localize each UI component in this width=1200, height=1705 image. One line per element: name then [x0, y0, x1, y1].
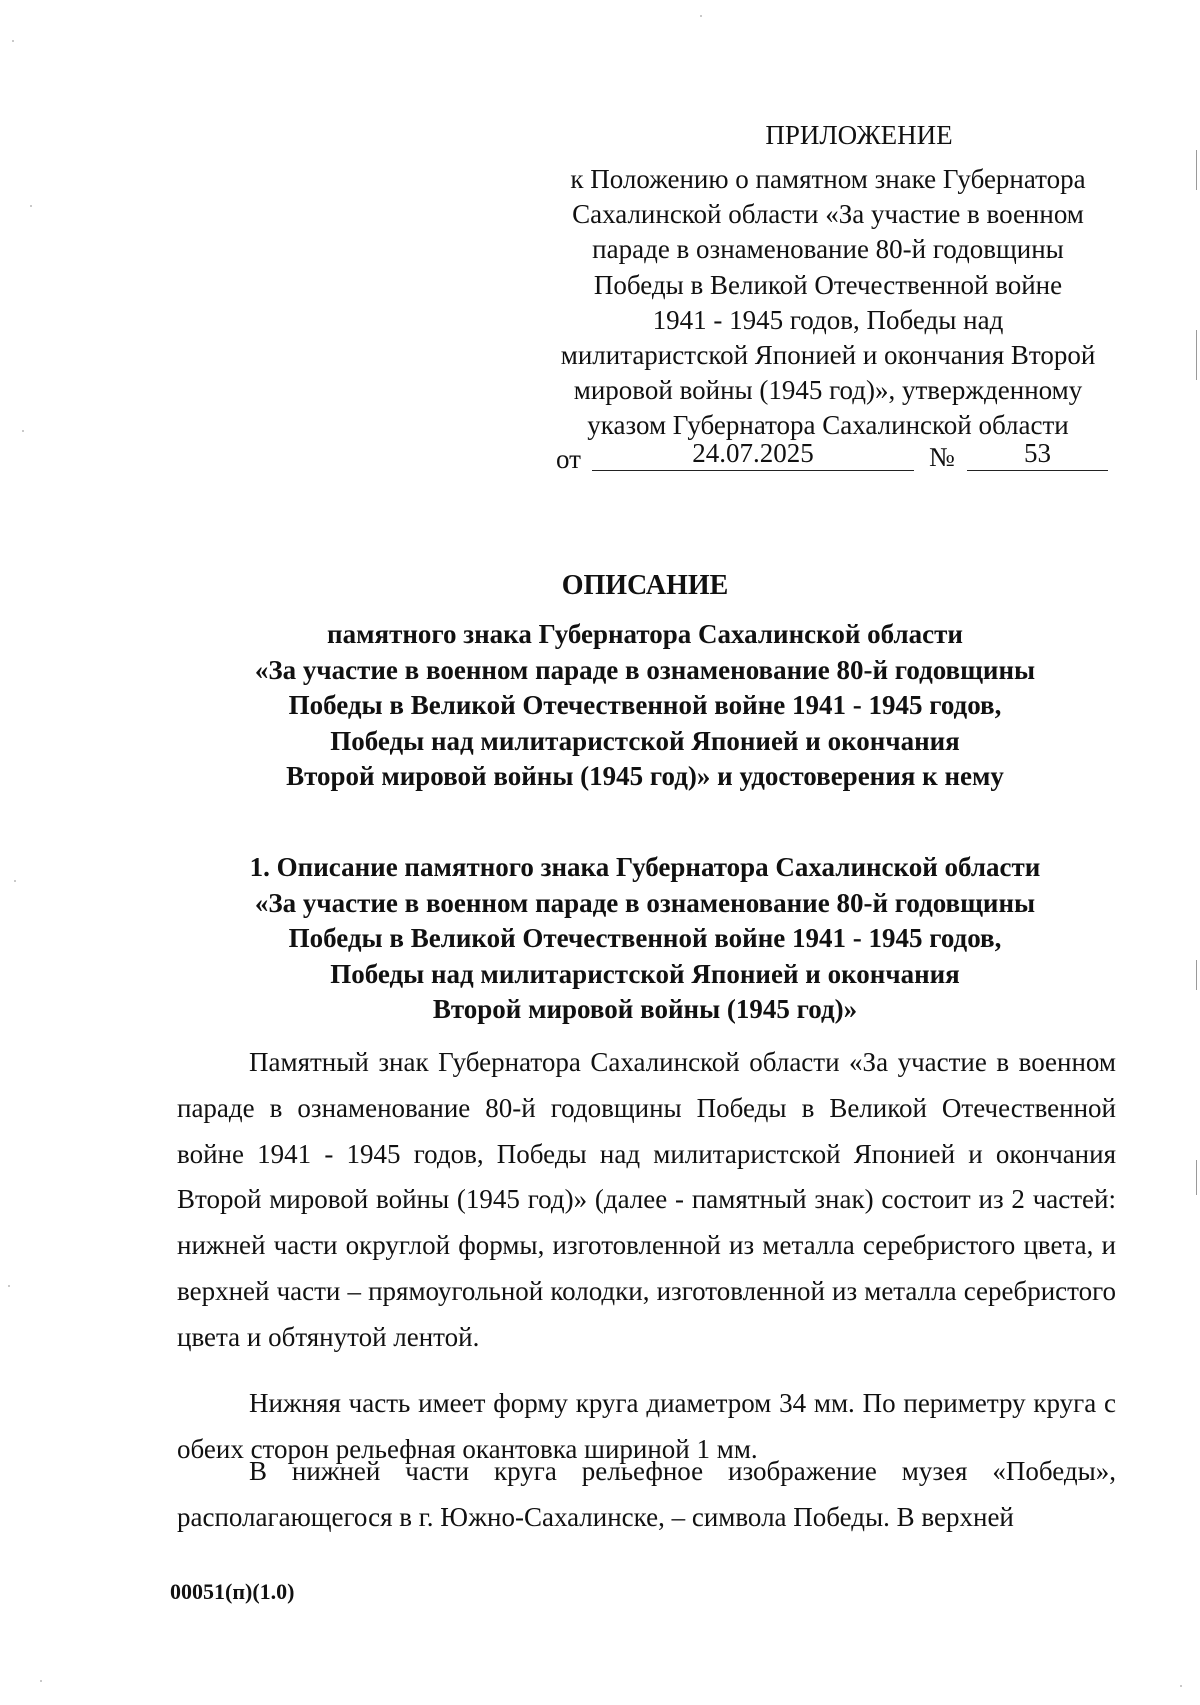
subtitle-line: «За участие в военном параде в ознаменование 80-й годовщины	[254, 654, 1036, 685]
scan-speck	[12, 40, 14, 42]
description-title: ОПИСАНИЕ	[561, 570, 729, 601]
scan-speck	[22, 430, 24, 432]
section-heading-line: Победы над милитаристской Японией и окончания	[330, 958, 960, 989]
section-1-heading	[180, 850, 1110, 1028]
decree-number: 53	[967, 436, 1108, 471]
subtitle-line: Второй мировой войны (1945 год)» и удостоверения к нему	[286, 761, 1004, 791]
scan-speck	[1180, 1685, 1182, 1687]
scan-speck	[40, 1680, 42, 1682]
appendix-line: 1941 - 1945 годов, Победы над	[652, 304, 1004, 335]
paragraph-text: Нижняя часть имеет форму круга диаметром 34 мм. По периметру круга с обеих сторон рельефная окантовка шириной 1 мм.	[177, 1388, 1116, 1464]
paragraph-text: Памятный знак Губернатора Сахалинской области «За участие в военном параде в ознаменование 80-й годовщины Победы в Великой Отечественной войне 1941 - 1945 годов, Победы над милитаристской Японией и окончания Второй мировой войны (1945 год)» (далее - памятный знак) состоит из 2 частей: нижней части округлой формы, изготовленной из металла серебристого цвета, и верхней части – прямоугольной колодки, изготовленной из металла серебристого цвета и обтянутой лентой.	[177, 1047, 1116, 1352]
subtitle-line: Победы над милитаристской Японией и окончания	[330, 725, 960, 756]
scan-speck	[14, 880, 16, 882]
paragraph-text: В нижней части круга рельефное изображение музея «Победы», располагающегося в г. Южно-Сахалинске, – символа Победы. В верхней	[177, 1456, 1116, 1532]
body-paragraph-1	[177, 1040, 1116, 1374]
scan-speck	[30, 205, 32, 207]
subtitle-line: памятного знака Губернатора Сахалинской области	[327, 619, 963, 649]
section-heading-line: Победы в Великой Отечественной войне 1941 - 1945 годов,	[288, 923, 1002, 953]
from-label: от	[556, 444, 581, 474]
scan-edge-mark	[1196, 330, 1197, 380]
section-heading-line: 1. Описание памятного знака Губернатора Сахалинской области	[249, 852, 1041, 882]
scan-edge-mark	[1196, 960, 1197, 990]
section-heading-line: Второй мировой войны (1945 год)»	[432, 994, 858, 1024]
appendix-line: к Положению о памятном знаке Губернатора	[570, 164, 1086, 194]
number-label: №	[929, 442, 955, 472]
scan-speck	[8, 1285, 10, 1287]
appendix-block	[538, 118, 1118, 444]
appendix-line: мировой войны (1945 год)», утвержденному	[573, 375, 1083, 406]
appendix-line: указом Губернатора Сахалинской области	[587, 410, 1069, 441]
scan-edge-mark	[1196, 1160, 1197, 1195]
appendix-line: параде в ознаменование 80-й годовщины	[592, 234, 1064, 265]
appendix-title: ПРИЛОЖЕНИЕ	[765, 120, 953, 150]
scan-edge-mark	[1196, 150, 1197, 190]
appendix-line: милитаристской Японией и окончания Второй	[560, 340, 1096, 371]
document-code: 00051(п)(1.0)	[170, 1579, 295, 1604]
body-paragraph-3	[177, 1449, 1116, 1554]
appendix-line: Победы в Великой Отечественной войне	[593, 269, 1063, 300]
decree-date: 24.07.2025	[592, 436, 914, 471]
appendix-line: Сахалинской области «За участие в военном	[572, 199, 1084, 230]
section-heading-line: «За участие в военном параде в ознаменование 80-й годовщины	[254, 887, 1036, 918]
scan-speck	[700, 15, 702, 17]
description-subtitle	[180, 617, 1110, 795]
subtitle-line: Победы в Великой Отечественной войне 1941 - 1945 годов,	[288, 690, 1002, 720]
decree-date-number-row	[556, 436, 1106, 472]
